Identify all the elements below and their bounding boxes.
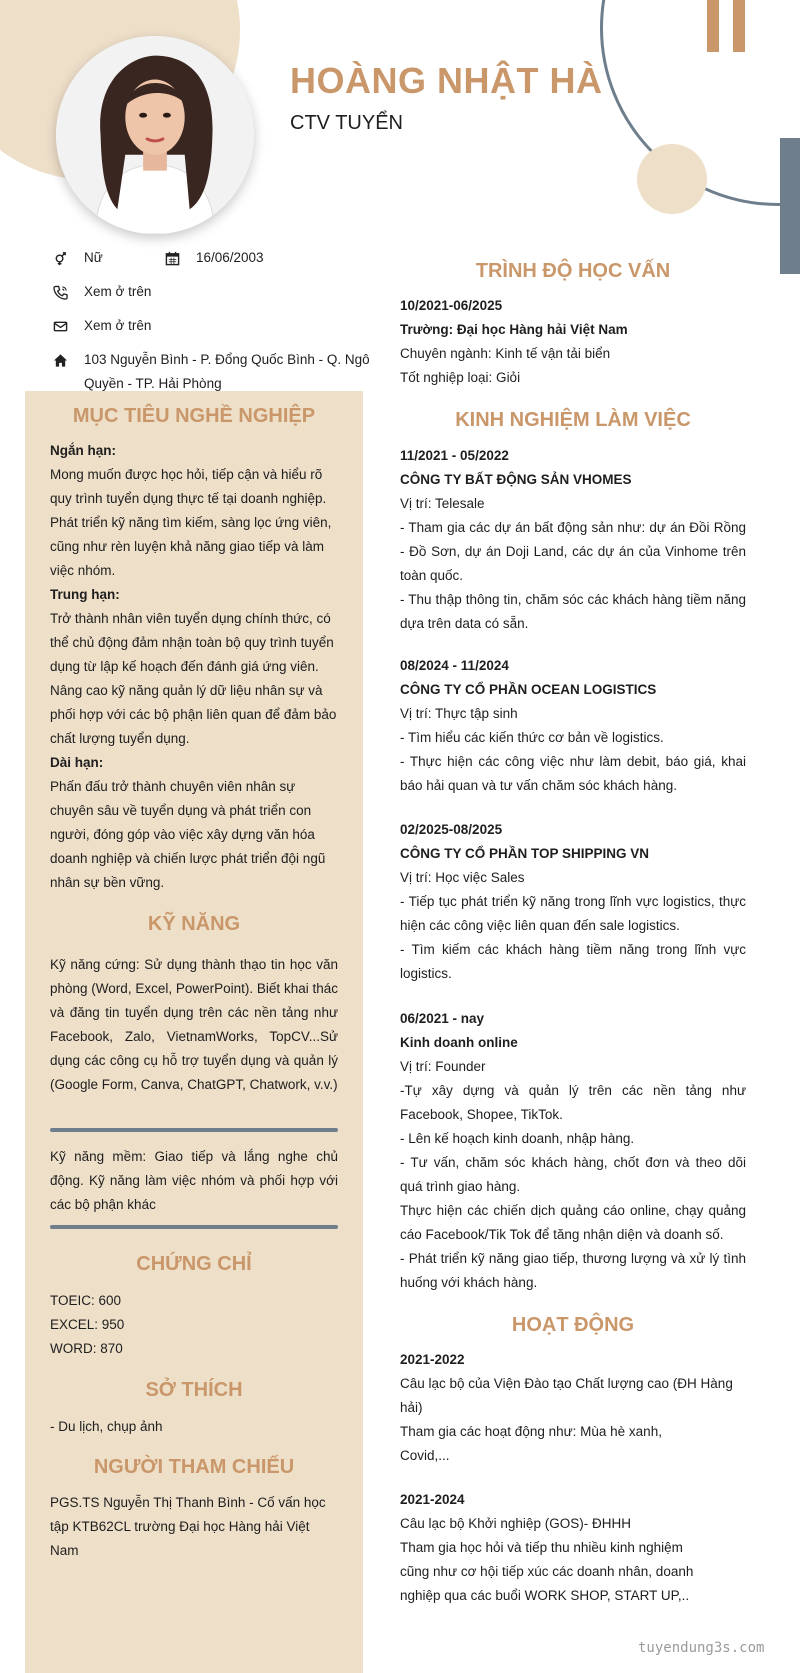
gender-icon (52, 246, 68, 270)
objective-short-label: Ngắn hạn: (50, 443, 116, 458)
activity-period: 2021-2024 (400, 1492, 465, 1507)
job-company: Kinh doanh online (400, 1035, 518, 1050)
decor-bar (733, 0, 745, 52)
job-detail: - Tham gia các dự án bất động sản như: dự án Đồi Rồng - Đồ Sơn, dự án Doji Land, các dự án của Vinhome trên toàn quốc. (400, 520, 746, 583)
phone-icon (52, 280, 68, 304)
education-heading: TRÌNH ĐỘ HỌC VẤN (475, 260, 671, 282)
experience-heading: KINH NGHIỆM LÀM VIỆC (455, 409, 691, 431)
skills-divider (50, 1128, 338, 1132)
skills-divider (50, 1225, 338, 1229)
email-value: Xem ở trên (84, 318, 152, 333)
objective-long-label: Dài hạn: (50, 755, 104, 770)
personal-info (52, 246, 377, 406)
education-grade: Tốt nghiệp loại: Giỏi (400, 370, 521, 385)
gender-value: Nữ (84, 250, 103, 265)
job-company: CÔNG TY BẤT ĐỘNG SẢN VHOMES (400, 472, 632, 487)
objective-heading: MỤC TIÊU NGHỀ NGHIỆP (72, 405, 316, 427)
candidate-title: CTV TUYỂN (290, 112, 403, 134)
hobbies-heading: SỞ THÍCH (145, 1379, 243, 1401)
left-column (25, 391, 363, 1673)
activity-item (400, 1348, 740, 1468)
home-icon (52, 348, 68, 372)
job-detail: - Thực hiện các công việc như làm debit, báo giá, khai báo hải quan và tư vấn chăm sóc khách hàng. (400, 754, 746, 793)
objective-mid-label: Trung hạn: (50, 587, 120, 602)
certificates-heading: CHỨNG CHỈ (136, 1253, 252, 1275)
candidate-name: HOÀNG NHẬT HÀ (290, 60, 603, 101)
objective-short-text: Mong muốn được học hỏi, tiếp cận và hiểu rõ quy trình tuyển dụng thực tế tại doanh nghiệp. Phát triển kỹ năng tìm kiếm, sàng lọc ứng viên, cũng như rèn luyện khả năng giao tiếp và làm việc nhóm. (50, 467, 332, 578)
decor-bar (707, 0, 719, 52)
job-company: CÔNG TY CỔ PHẦN OCEAN LOGISTICS (400, 682, 657, 697)
job-detail: - Tìm hiểu các kiến thức cơ bản về logistics. (400, 730, 664, 745)
job-detail: - Phát triển kỹ năng giao tiếp, thương lượng và xử lý tình huống với khách hàng. (400, 1251, 746, 1290)
address-value: 103 Nguyễn Bình - P. Đổng Quốc Bình - Q. Ngô Quyền - TP. Hải Phòng (84, 352, 370, 391)
job-position: Vị trí: Telesale (400, 496, 485, 511)
job-period: 11/2021 - 05/2022 (400, 448, 509, 463)
experience-item (400, 818, 746, 986)
info-address (52, 348, 377, 396)
activity-period: 2021-2022 (400, 1352, 465, 1367)
job-detail: Thực hiện các chiến dịch quảng cáo online, chạy quảng cáo Facebook/Tik Tok để tăng nhận diện và doanh số. (400, 1203, 746, 1242)
info-gender-dob (52, 246, 377, 270)
certificates-list (50, 1289, 338, 1361)
job-position: Vị trí: Học việc Sales (400, 870, 525, 885)
education-section (400, 294, 746, 390)
dob-value: 16/06/2003 (196, 250, 264, 265)
education-school: Trường: Đại học Hàng hải Việt Nam (400, 322, 628, 337)
certificate-item: EXCEL: 950 (50, 1317, 125, 1332)
activity-line: Câu lạc bộ của Viện Đào tạo Chất lượng cao (ĐH Hàng hải) (400, 1376, 733, 1415)
decor-dot (637, 144, 707, 214)
education-major: Chuyên ngành: Kinh tế vận tải biển (400, 346, 611, 361)
job-detail: - Thu thập thông tin, chăm sóc các khách hàng tiềm năng dựa trên data có sẵn. (400, 592, 746, 631)
skills-soft: Kỹ năng mềm: Giao tiếp và lắng nghe chủ động. Kỹ năng làm việc nhóm và phối hợp với các bộ phận khác (50, 1149, 338, 1212)
job-period: 02/2025-08/2025 (400, 822, 503, 837)
job-company: CÔNG TY CỔ PHẦN TOP SHIPPING VN (400, 846, 650, 861)
experience-item (400, 654, 746, 798)
info-email (52, 314, 377, 338)
avatar (56, 36, 254, 234)
objective-long-text: Phấn đấu trở thành chuyên viên nhân sự chuyên sâu về tuyển dụng và phát triển con người, đóng góp vào việc xây dựng văn hóa doanh nghiệp và chiến lược phát triển đội ngũ nhân sự bền vững. (50, 779, 326, 890)
activity-line: Câu lạc bộ Khởi nghiệp (GOS)- ĐHHH (400, 1516, 631, 1531)
calendar-icon (164, 246, 180, 270)
activity-item (400, 1488, 710, 1608)
activities-heading: HOẠT ĐỘNG (511, 1314, 635, 1336)
job-detail: - Lên kế hoạch kinh doanh, nhập hàng. (400, 1131, 635, 1146)
references-heading: NGƯỜI THAM CHIẾU (93, 1456, 295, 1478)
job-detail: - Tư vấn, chăm sóc khách hàng, chốt đơn và theo dõi quá trình giao hàng. (400, 1155, 746, 1194)
job-position: Vị trí: Founder (400, 1059, 486, 1074)
skills-heading: KỸ NĂNG (147, 913, 241, 935)
info-phone (52, 280, 377, 304)
certificate-item: WORD: 870 (50, 1341, 123, 1356)
certificate-item: TOEIC: 600 (50, 1293, 122, 1308)
job-period: 06/2021 - nay (400, 1011, 485, 1026)
activity-line: Tham gia các hoạt động như: Mùa hè xanh, Covid,... (400, 1424, 662, 1463)
watermark: tuyendung3s.com (638, 1640, 765, 1656)
objective-section (50, 439, 338, 895)
skills-hard: Kỹ năng cứng: Sử dụng thành thạo tin học văn phòng (Word, Excel, PowerPoint). Biết khai thác và đăng tin tuyển dụng trên các nền tảng như Facebook, Zalo, VietnamWorks, TopCV...Sử dụng các công cụ hỗ trợ tuyển dụng và quản lý (Google Form, Canva, ChatGPT, Chatwork, v.v.) (50, 957, 338, 1092)
job-detail: - Tiếp tục phát triển kỹ năng trong lĩnh vực logistics, thực hiện các công việc liên quan đến sale logistics. (400, 894, 746, 933)
references-text: PGS.TS Nguyễn Thị Thanh Bình - Cố vấn học tập KTB62CL trường Đại học Hàng hải Việt Nam (50, 1495, 326, 1558)
objective-mid-text: Trở thành nhân viên tuyển dụng chính thức, có thể chủ động đảm nhận toàn bộ quy trình tuyển dụng từ lập kế hoạch đến đánh giá ứng viên. Nâng cao kỹ năng quản lý dữ liệu nhân sự và phối hợp với các bộ phận liên quan để đảm bảo chất lượng tuyển dụng. (50, 611, 337, 746)
hobbies-text: - Du lịch, chụp ảnh (50, 1419, 163, 1434)
job-detail: - Tìm kiếm các khách hàng tiềm năng trong lĩnh vực logistics. (400, 942, 746, 981)
job-detail: -Tự xây dựng và quản lý trên các nền tảng như Facebook, Shopee, TikTok. (400, 1083, 746, 1122)
education-period: 10/2021-06/2025 (400, 298, 503, 313)
job-position: Vị trí: Thực tập sinh (400, 706, 518, 721)
experience-item (400, 1007, 746, 1295)
activity-line: Tham gia học hỏi và tiếp thu nhiều kinh nghiệm cũng như cơ hội tiếp xúc các doanh nhân, doanh nghiệp qua các buổi WORK SHOP, START UP,.. (400, 1540, 694, 1603)
envelope-icon (52, 314, 68, 338)
job-period: 08/2024 - 11/2024 (400, 658, 509, 673)
experience-item (400, 444, 746, 636)
decor-side-bar (780, 138, 800, 274)
phone-value: Xem ở trên (84, 284, 152, 299)
